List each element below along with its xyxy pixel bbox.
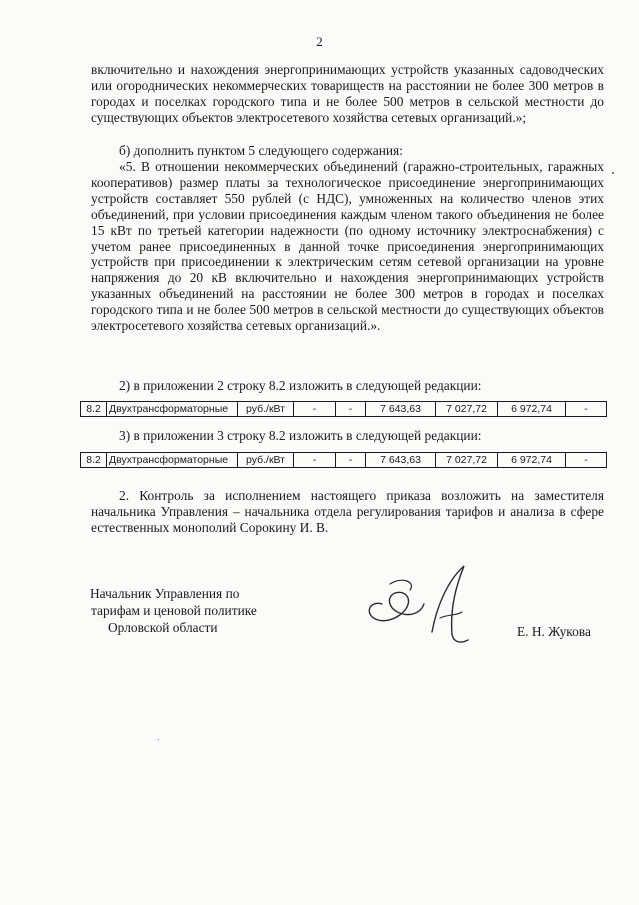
- signer-title-line: Начальник Управления по: [90, 586, 240, 601]
- signer-name: Е. Н. Жукова: [517, 624, 591, 639]
- signer-title-line: Орловской области: [108, 620, 218, 635]
- unit-cell: руб./кВт: [238, 453, 294, 468]
- paragraph-control-clause: 2. Контроль за исполнением настоящего приказа возложить на заместителя начальника Управления – начальника отдела регулирования тарифов и анализа в сфере естественных монополий Сорокину И. В.: [91, 488, 604, 535]
- paragraph-appendix-3: 3) в приложении 3 строку 8.2 изложить в следующей редакции:: [119, 428, 482, 443]
- row-number-cell: 8.2: [81, 402, 107, 417]
- signature-title-block: [90, 585, 257, 636]
- value-cell: -: [294, 453, 336, 468]
- appendix-2-row-table: [80, 401, 607, 417]
- row-name-cell: Двухтрансформаторные: [107, 402, 238, 417]
- value-cell: -: [336, 453, 366, 468]
- value-cell: 6 972,74: [498, 402, 566, 417]
- value-cell: -: [336, 402, 366, 417]
- unit-cell: руб./кВт: [238, 402, 294, 417]
- paragraph-appendix-2: 2) в приложении 2 строку 8.2 изложить в следующей редакции:: [119, 378, 482, 393]
- appendix-3-row-table: [80, 452, 607, 468]
- value-cell: -: [566, 402, 607, 417]
- scan-speck: [612, 172, 614, 174]
- value-cell: 6 972,74: [498, 453, 566, 468]
- paragraph-point-5: «5. В отношении некоммерческих объединений (гаражно-строительных, гаражных кооперативов) размер платы за технологическое присоединение энергопринимающих устройств составляет 550 рублей (с НДС), умноженных на количество членов этих объединений, при условии присоединения каждым членом такого объединения не более 15 кВт по третьей категории надежности (по одному источнику электроснабжения) с учетом ранее присоединенных в данной точке присоединения энергопринимающих устройств при присоединении к электрическим сетям сетевой организации на уровне напряжения до 20 кВ включительно и нахождения энергопринимающих устройств указанных объединений на расстоянии не более 300 метров в городах и поселках городского типа и не более 500 метров в сельской местности до существующих объектов электросетевого хозяйства сетевых организаций.».: [91, 159, 604, 334]
- page-number: 2: [316, 34, 323, 49]
- value-cell: 7 027,72: [436, 453, 498, 468]
- handwritten-signature: [360, 560, 480, 650]
- row-name-cell: Двухтрансформаторные: [107, 453, 238, 468]
- paragraph-continuation: включительно и нахождения энергопринимающих устройств указанных садоводческих или огороднических некоммерческих товариществ на расстоянии не более 300 метров в городах и поселках городского типа и не более 500 метров в сельской местности до существующих объектов электросетевого хозяйства сетевых организаций.»;: [91, 62, 604, 125]
- value-cell: 7 643,63: [366, 402, 436, 417]
- value-cell: -: [566, 453, 607, 468]
- value-cell: -: [294, 402, 336, 417]
- table-row: [81, 453, 607, 468]
- value-cell: 7 027,72: [436, 402, 498, 417]
- signer-title-line: тарифам и ценовой политике: [91, 603, 257, 618]
- table-row: [81, 402, 607, 417]
- scan-speck: [158, 739, 159, 740]
- row-number-cell: 8.2: [81, 453, 107, 468]
- value-cell: 7 643,63: [366, 453, 436, 468]
- paragraph-item-b: б) дополнить пунктом 5 следующего содержания:: [119, 143, 403, 158]
